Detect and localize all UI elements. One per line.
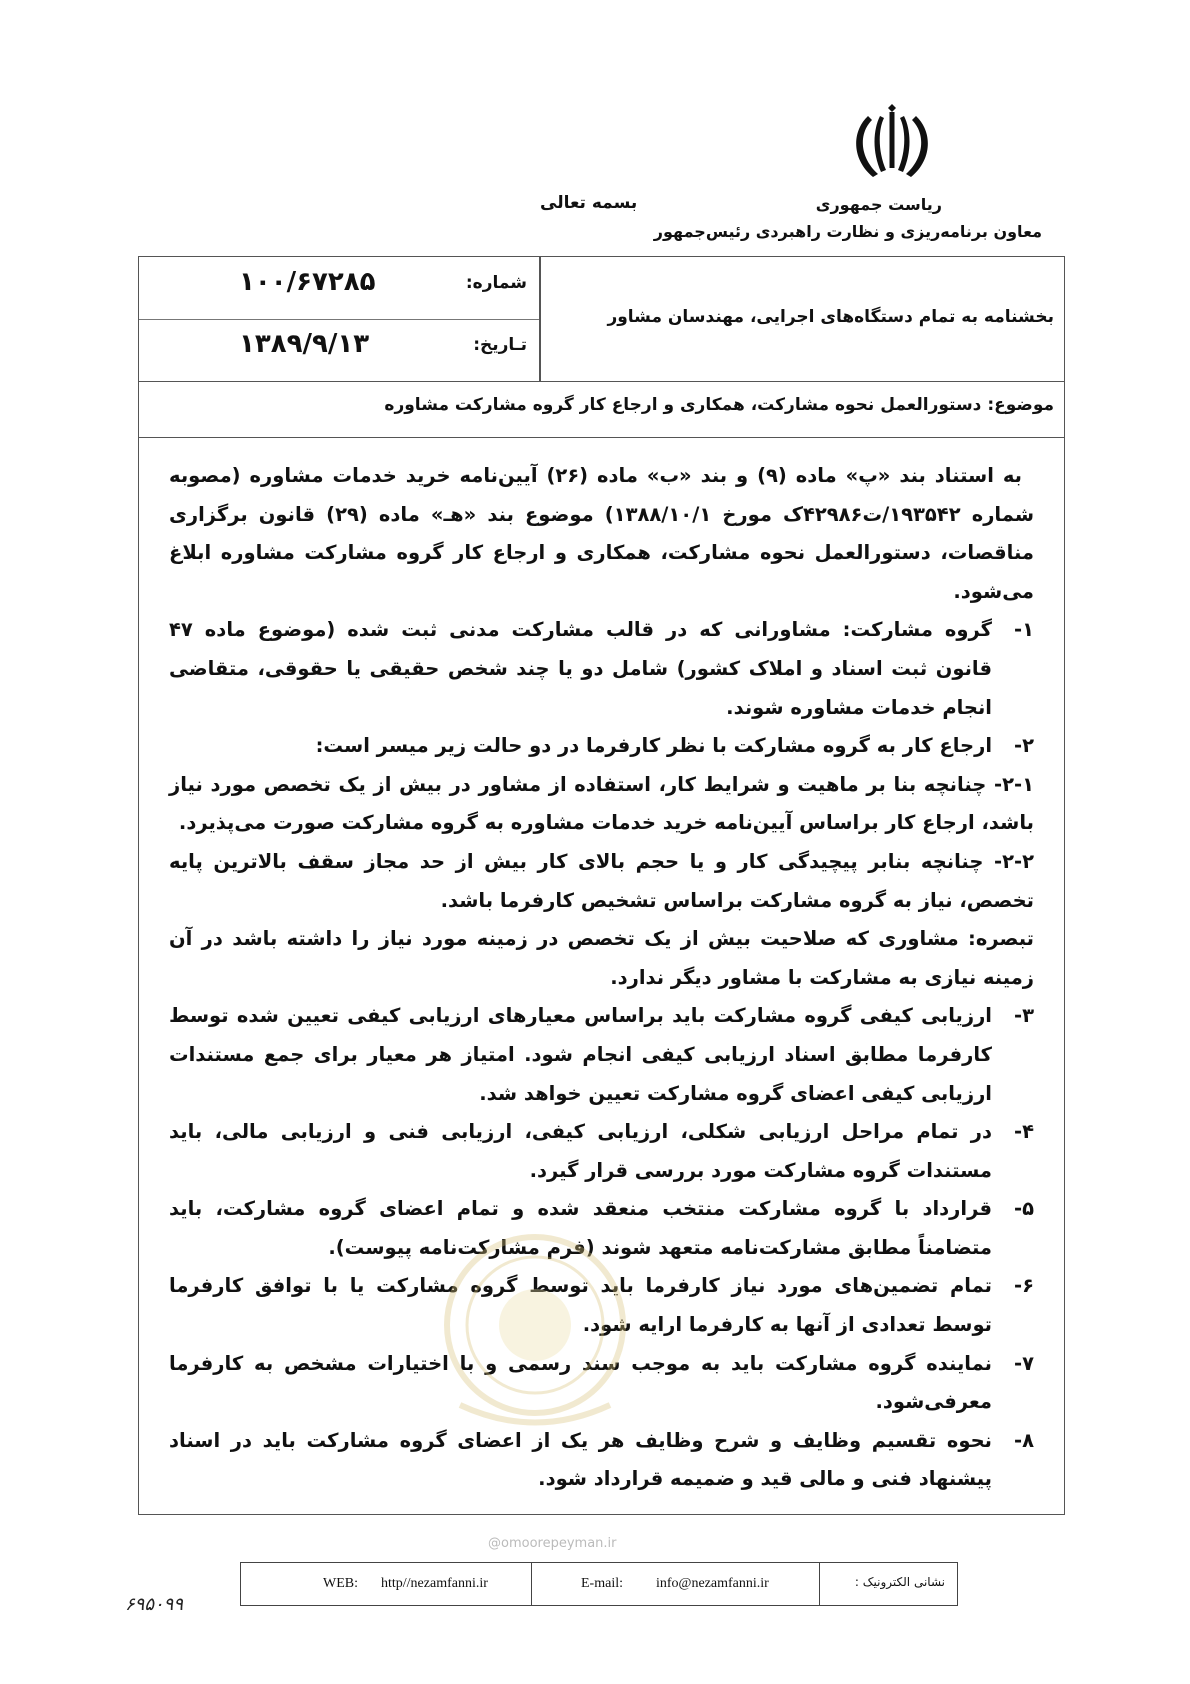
iran-emblem-icon	[852, 100, 932, 182]
item-text: گروه مشارکت: مشاورانی که در قالب مشارکت مدنی ثبت شده (موضوع ماده ۴۷ قانون ثبت اسناد و املاک کشور) شامل دو یا چند شخص حقیقی یا حقوقی، متقاضی انجام خدمات مشاوره شوند.	[169, 618, 992, 719]
item-text: قرارداد با گروه مشارکت منتخب منعقد شده و تمام اعضای گروه مشارکت، باید متضامناً مطابق مشارکت‌نامه متعهد شوند (فرم مشارکت‌نامه پیوست).	[169, 1197, 992, 1259]
footer-box	[240, 1562, 958, 1606]
item-number: ۸-	[1014, 1428, 1034, 1452]
item-number: ۶-	[1014, 1274, 1034, 1298]
number-value: ۱۰۰/۶۷۲۸۵	[239, 267, 376, 297]
web-link[interactable]: http//nezamfanni.ir	[381, 1576, 488, 1591]
header-row	[139, 257, 1064, 382]
handwritten-number: ۶۹۵۰۹۹	[125, 1594, 184, 1615]
list-item	[169, 727, 1034, 766]
presidency-title: ریاست جمهوری	[815, 195, 942, 214]
watermark-seal-icon	[440, 1225, 630, 1435]
email-link[interactable]: info@nezamfanni.ir	[656, 1576, 769, 1591]
item-text: در تمام مراحل ارزیابی شکلی، ارزیابی کیفی، ارزیابی فنی و ارزیابی مالی، باید مستندات گروه مشارکت مورد بررسی قرار گیرد.	[169, 1120, 992, 1182]
list-item	[169, 611, 1034, 727]
item-number: ۴-	[1014, 1120, 1034, 1144]
deputy-title: معاون برنامه‌ریزی و نظارت راهبردی رئیس‌جمهور	[653, 222, 1042, 241]
watermark-site: @omoorepeyman.ir	[488, 1536, 617, 1551]
header-divider	[539, 257, 541, 381]
web-label: WEB:	[323, 1576, 358, 1591]
item-text: نحوه تقسیم وظایف و شرح وظایف هر یک از اعضای گروه مشارکت باید در اسناد پیشنهاد فنی و مالی قید و ضمیمه قرارداد شود.	[169, 1428, 992, 1491]
list-item	[169, 1113, 1034, 1190]
footer-divider	[531, 1563, 532, 1605]
sub-item: ۲-۲- چنانچه بنابر پیچیدگی کار و یا حجم بالای کار بیش از حد مجاز سقف بالاترین پایه تخصص، نیاز به گروه مشارکت براساس تشخیص کارفرما باشد.	[169, 849, 1034, 912]
date-label: تـاریخ:	[473, 335, 527, 355]
number-label: شماره:	[465, 273, 527, 293]
note-paragraph: تبصره: مشاوری که صلاحیت بیش از یک تخصص در زمینه مورد نیاز را داشته باشد در آن زمینه نیازی به مشارکت با مشاور دیگر ندارد.	[169, 927, 1034, 989]
item-text: نماینده گروه مشارکت باید به موجب سند رسمی و با اختیارات مشخص به کارفرما معرفی‌شود.	[169, 1351, 992, 1414]
circular-recipients: بخشنامه به تمام دستگاه‌های اجرایی، مهندسان مشاور	[607, 307, 1054, 327]
sub-item: ۲-۱- چنانچه بنا بر ماهیت و شرایط کار، استفاده از مشاور در بیش از یک تخصص مورد نیاز باشد، ارجاع کار براساس آیین‌نامه خرید خدمات مشاوره به گروه مشارکت صورت می‌پذیرد.	[169, 772, 1034, 835]
date-value: ۱۳۸۹/۹/۱۳	[239, 329, 370, 359]
subject-line: موضوع: دستورالعمل نحوه مشارکت، همکاری و ارجاع کار گروه مشارکت مشاوره	[384, 395, 1054, 415]
intro-emphasis: دستورالعمل نحوه مشارکت، همکاری و ارجاع کار گروه مشارکت مشاوره	[220, 541, 931, 565]
number-date-box	[139, 257, 539, 381]
item-text: ارجاع کار به گروه مشارکت با نظر کارفرما در دو حالت زیر میسر است:	[315, 734, 992, 758]
item-text: تمام تضمین‌های مورد نیاز کارفرما باید توسط گروه مشارکت یا با توافق کارفرما توسط تعدادی از آنها به کارفرما ارایه شود.	[169, 1274, 992, 1337]
intro-text: به استناد بند «پ» ماده (۹) و بند «ب» ماده (۲۶) آیین‌نامه خرید خدمات مشاوره (مصوبه شماره ۱۹۳۵۴۲/ت۴۲۹۸۶ک مورخ ۱۳۸۸/۱۰/۱) موضوع بند «هـ» ماده (۲۹) قانون برگزاری مناقصات،	[169, 464, 1035, 565]
email-label: E-mail:	[581, 1576, 623, 1591]
item-number: ۵-	[1014, 1197, 1034, 1221]
subject-row	[139, 381, 1064, 438]
intro-end: ابلاغ می‌شود.	[169, 541, 1034, 603]
electronic-address-label: نشانی الکترونیک :	[854, 1575, 945, 1589]
number-row	[139, 257, 539, 320]
item-number: ۱-	[1014, 618, 1034, 642]
item-number: ۲-	[1014, 734, 1034, 758]
item-text: ارزیابی کیفی گروه مشارکت باید براساس معیارهای ارزیابی کیفی تعیین شده توسط کارفرما مطابق اسناد ارزیابی کیفی انجام شود. امتیاز هر معیار برای جمع مستندات ارزیابی کیفی اعضای گروه مشارکت تعیین خواهد شد.	[169, 1004, 992, 1105]
item-number: ۳-	[1014, 1004, 1034, 1028]
item-number: ۷-	[1014, 1351, 1034, 1375]
date-row	[139, 319, 539, 381]
list-item	[169, 997, 1034, 1113]
bismillah-heading: بسمه تعالی	[540, 193, 638, 213]
intro-paragraph	[169, 457, 1034, 611]
footer-divider	[819, 1563, 820, 1605]
